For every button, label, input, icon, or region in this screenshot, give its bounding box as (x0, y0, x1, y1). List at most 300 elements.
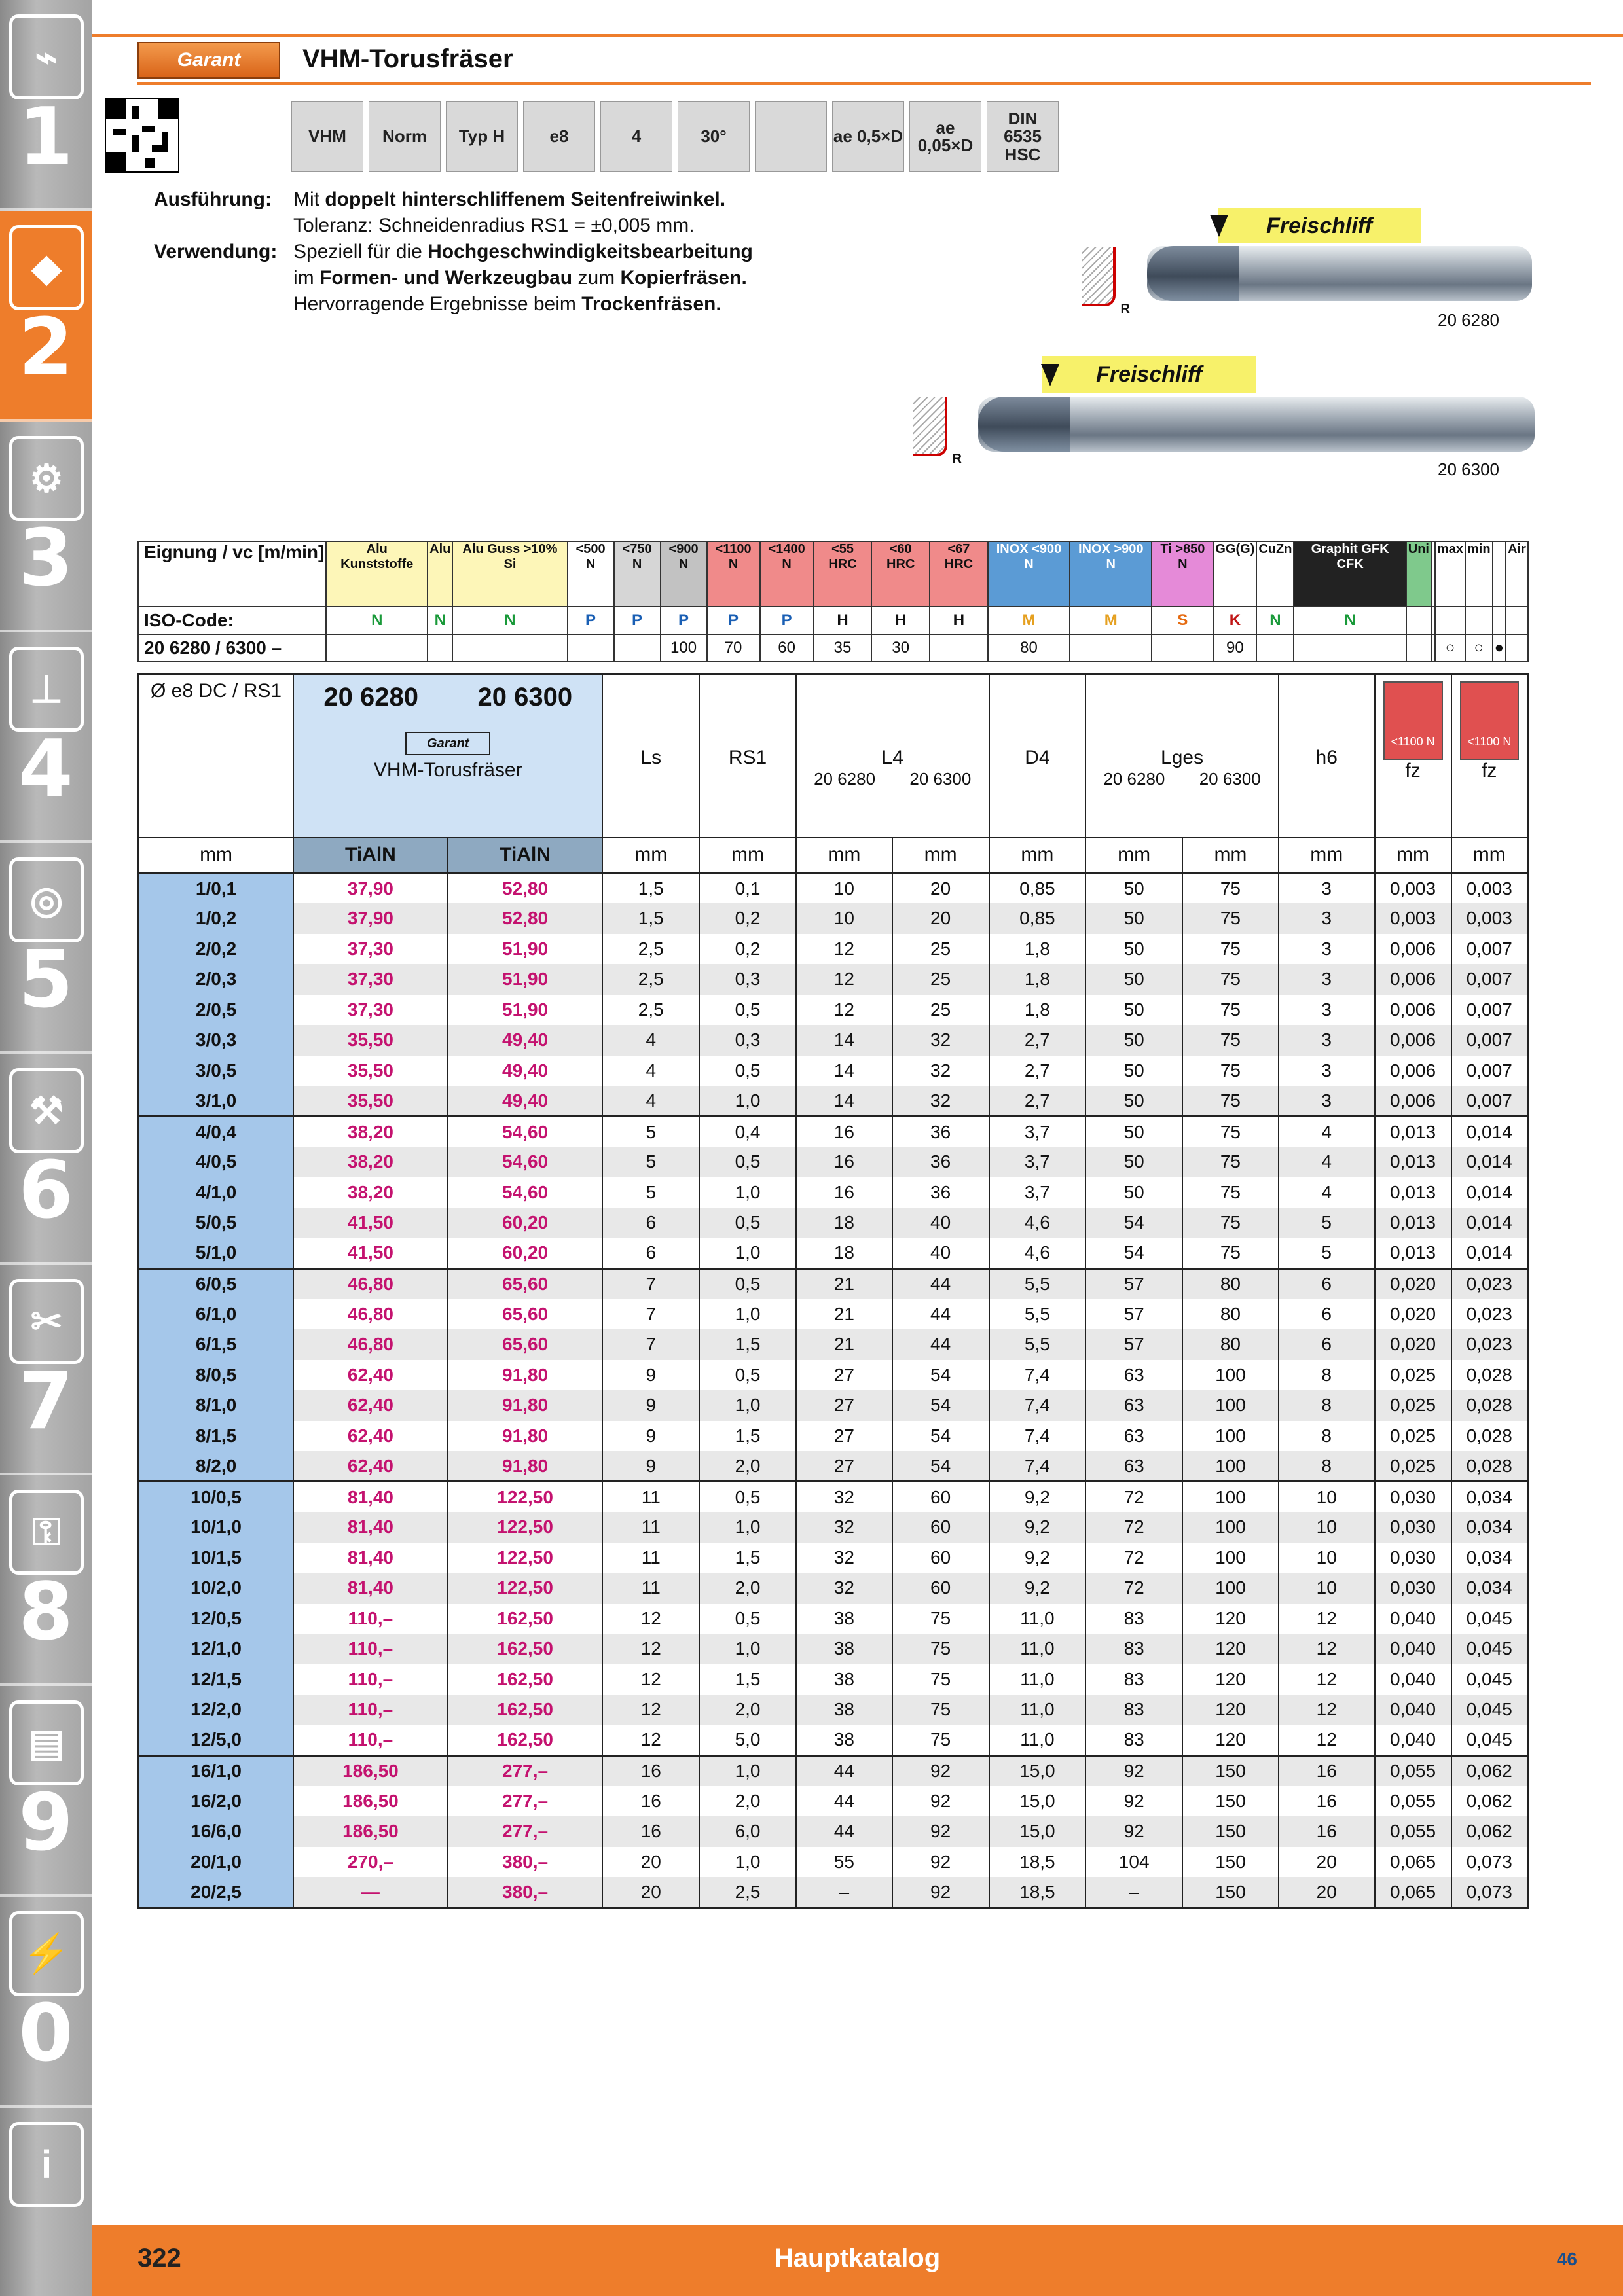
size-cell: 16/6,0 (139, 1816, 294, 1847)
price-206300[interactable]: 277,– (448, 1786, 603, 1817)
value-cell: 1,0 (699, 1755, 796, 1786)
price-206300[interactable]: 91,80 (448, 1360, 603, 1391)
chapter-number: 1 (18, 92, 73, 183)
value-cell: 83 (1085, 1664, 1182, 1695)
chapter-tab-8[interactable] (0, 1475, 92, 1686)
value-cell: 63 (1085, 1360, 1182, 1391)
chapter-number: 9 (18, 1778, 73, 1869)
value-cell: 0,013 (1375, 1238, 1451, 1269)
size-cell: 3/0,5 (139, 1056, 294, 1086)
price-206300[interactable]: 65,60 (448, 1299, 603, 1330)
value-cell: 57 (1085, 1268, 1182, 1299)
cutting-speed (1152, 634, 1213, 662)
iso-code: H (871, 607, 930, 634)
price-206300[interactable]: 122,50 (448, 1482, 603, 1513)
value-cell: 0,006 (1375, 1056, 1451, 1086)
value-cell: 4 (602, 1056, 699, 1086)
value-cell: 27 (796, 1421, 892, 1452)
value-cell: 11 (602, 1573, 699, 1604)
plunge-icon (755, 101, 827, 172)
value-cell: 0,030 (1375, 1573, 1451, 1604)
iso-code (1493, 607, 1506, 634)
value-cell: 4 (1279, 1117, 1375, 1147)
table-row (139, 1056, 1528, 1086)
value-cell: 0,2 (699, 934, 796, 965)
chapter-info-icon: i (9, 2122, 84, 2207)
value-cell: 50 (1085, 873, 1182, 904)
value-cell: 0,013 (1375, 1177, 1451, 1208)
price-206280[interactable]: 37,90 (293, 873, 448, 904)
chapter-8-icon: ⚿ (9, 1490, 84, 1575)
chapter-tab-0[interactable] (0, 1897, 92, 2108)
size-cell: 5/1,0 (139, 1238, 294, 1269)
value-cell: 44 (892, 1299, 989, 1330)
value-cell: 12 (602, 1634, 699, 1664)
iso-code: N (326, 607, 428, 634)
material-row-label: Eignung / vc [m/min] (138, 541, 326, 607)
unit-cell: mm (602, 838, 699, 873)
value-cell: 12 (1279, 1664, 1375, 1695)
value-cell: 0,025 (1375, 1360, 1451, 1391)
value-cell: 18 (796, 1208, 892, 1238)
value-cell: 1,5 (699, 1543, 796, 1573)
value-cell: 5 (602, 1147, 699, 1177)
size-cell: 12/2,0 (139, 1695, 294, 1725)
value-cell: 100 (1182, 1512, 1279, 1543)
price-206300[interactable]: 162,50 (448, 1604, 603, 1634)
table-row (139, 1025, 1528, 1056)
value-cell: 9,2 (989, 1573, 1086, 1604)
unit-cell: mm (796, 838, 892, 873)
material-column: Alu (428, 541, 452, 607)
chapter-sidebar (0, 0, 92, 2296)
size-cell: 3/1,0 (139, 1086, 294, 1117)
value-cell: 3 (1279, 873, 1375, 904)
price-206280[interactable]: 62,40 (293, 1390, 448, 1421)
price-206280[interactable]: 35,50 (293, 1086, 448, 1117)
cutting-speed: 100 (661, 634, 707, 662)
price-206300[interactable]: 122,50 (448, 1543, 603, 1573)
price-206280[interactable]: 186,50 (293, 1755, 448, 1786)
radius-symbol-icon: R (1082, 247, 1116, 306)
material-column: <67 HRC (930, 541, 988, 607)
material-column: <1100 N (707, 541, 760, 607)
value-cell: 16 (796, 1117, 892, 1147)
price-206280[interactable]: 110,– (293, 1604, 448, 1634)
price-206300[interactable]: 122,50 (448, 1512, 603, 1543)
value-cell: 36 (892, 1177, 989, 1208)
price-206300[interactable]: 49,40 (448, 1025, 603, 1056)
value-cell: 9,2 (989, 1482, 1086, 1513)
price-206300[interactable]: 51,90 (448, 995, 603, 1026)
price-206280[interactable]: 186,50 (293, 1786, 448, 1817)
value-cell: 40 (892, 1238, 989, 1269)
material-column: max (1435, 541, 1465, 607)
qr-code-icon[interactable] (105, 98, 179, 173)
price-206280[interactable]: 81,40 (293, 1482, 448, 1513)
value-cell: 6 (602, 1208, 699, 1238)
value-cell: 0,5 (699, 1360, 796, 1391)
material-column: INOX <900 N (988, 541, 1070, 607)
value-cell: 2,0 (699, 1695, 796, 1725)
value-cell: 32 (796, 1512, 892, 1543)
value-cell: 0,028 (1451, 1360, 1528, 1391)
value-cell: 1,5 (602, 873, 699, 904)
size-cell: 4/1,0 (139, 1177, 294, 1208)
value-cell: 0,062 (1451, 1755, 1528, 1786)
value-cell: 72 (1085, 1543, 1182, 1573)
value-cell: 8 (1279, 1390, 1375, 1421)
size-cell: 12/0,5 (139, 1604, 294, 1634)
value-cell: 3 (1279, 964, 1375, 995)
value-cell: 54 (892, 1451, 989, 1482)
table-row (139, 1695, 1528, 1725)
freischliff-label-1: Freischliff (1218, 208, 1421, 243)
material-suitability-table (137, 541, 1529, 662)
value-cell: 83 (1085, 1634, 1182, 1664)
price-206280[interactable]: 38,20 (293, 1147, 448, 1177)
value-cell: 32 (892, 1025, 989, 1056)
din-icon: DIN 6535 HSC (987, 101, 1059, 172)
value-cell: 1,0 (699, 1238, 796, 1269)
size-cell: 4/0,4 (139, 1117, 294, 1147)
value-cell: 0,013 (1375, 1117, 1451, 1147)
price-206300[interactable]: 65,60 (448, 1329, 603, 1360)
iso-code (1465, 607, 1493, 634)
price-206280[interactable]: 46,80 (293, 1299, 448, 1330)
value-cell: 0,003 (1375, 873, 1451, 904)
price-206300[interactable]: 91,80 (448, 1451, 603, 1482)
price-206300[interactable]: 51,90 (448, 934, 603, 965)
iso-code: H (930, 607, 988, 634)
price-206280[interactable]: 270,– (293, 1847, 448, 1878)
iso-code (1435, 607, 1465, 634)
price-206300[interactable]: 54,60 (448, 1117, 603, 1147)
value-cell: 18 (796, 1238, 892, 1269)
chapter-number: 0 (18, 1988, 73, 2079)
price-206280[interactable]: 37,30 (293, 995, 448, 1026)
price-206300[interactable]: 54,60 (448, 1147, 603, 1177)
value-cell: 0,013 (1375, 1147, 1451, 1177)
price-206280[interactable]: 37,90 (293, 903, 448, 934)
price-206300[interactable]: 52,80 (448, 873, 603, 904)
iso-code: N (1294, 607, 1406, 634)
value-cell: 20 (1279, 1847, 1375, 1878)
value-cell: 0,006 (1375, 964, 1451, 995)
value-cell: 54 (892, 1390, 989, 1421)
value-cell: 3 (1279, 995, 1375, 1026)
article-number-2: 20 6300 (1438, 459, 1499, 479)
chapter-tab-4[interactable] (0, 632, 92, 843)
value-cell: 0,055 (1375, 1816, 1451, 1847)
value-cell: 0,013 (1375, 1208, 1451, 1238)
price-206280[interactable]: 35,50 (293, 1056, 448, 1086)
price-206280[interactable]: 110,– (293, 1634, 448, 1664)
price-206280[interactable]: 46,80 (293, 1329, 448, 1360)
price-206300[interactable]: 162,50 (448, 1664, 603, 1695)
unit-cell: TiAlN (448, 838, 603, 873)
verwendung-label: Verwendung: (154, 241, 278, 262)
value-cell: 60 (892, 1543, 989, 1573)
value-cell: 0,020 (1375, 1299, 1451, 1330)
material-column: Ti >850 N (1152, 541, 1213, 607)
price-206300[interactable]: 162,50 (448, 1725, 603, 1756)
size-cell: 1/0,1 (139, 873, 294, 904)
size-cell: 2/0,5 (139, 995, 294, 1026)
price-206300[interactable]: 60,20 (448, 1208, 603, 1238)
value-cell: 0,003 (1451, 903, 1528, 934)
value-cell: 75 (1182, 1147, 1279, 1177)
price-206280[interactable]: 81,40 (293, 1573, 448, 1604)
price-206300[interactable]: 380,– (448, 1877, 603, 1908)
value-cell: 54 (892, 1360, 989, 1391)
value-cell: 20 (892, 873, 989, 904)
chapter-tab-info[interactable] (0, 2108, 92, 2296)
price-206300[interactable]: 277,– (448, 1755, 603, 1786)
unit-cell: mm (139, 838, 294, 873)
value-cell: 6 (1279, 1268, 1375, 1299)
chapter-tab-5[interactable] (0, 843, 92, 1054)
price-206300[interactable]: 60,20 (448, 1238, 603, 1269)
chapter-number: 8 (18, 1567, 73, 1658)
chapter-tab-6[interactable] (0, 1054, 92, 1265)
value-cell: 16 (796, 1147, 892, 1177)
value-cell: 5,5 (989, 1268, 1086, 1299)
material-column: Alu Kunststoffe (326, 541, 428, 607)
price-206280[interactable]: 110,– (293, 1725, 448, 1756)
value-cell: 75 (892, 1604, 989, 1634)
table-row (139, 1238, 1528, 1269)
value-cell: 75 (1182, 1238, 1279, 1269)
size-cell: 5/0,5 (139, 1208, 294, 1238)
value-cell: 21 (796, 1299, 892, 1330)
price-206280[interactable]: 35,50 (293, 1025, 448, 1056)
table-row (139, 1451, 1528, 1482)
value-cell: 9 (602, 1390, 699, 1421)
value-cell: 0,073 (1451, 1877, 1528, 1908)
chapter-tab-3[interactable] (0, 422, 92, 632)
cutting-speed: ○ (1435, 634, 1465, 662)
price-206300[interactable]: 162,50 (448, 1634, 603, 1664)
value-cell: 4 (602, 1025, 699, 1056)
table-row (139, 964, 1528, 995)
price-206280[interactable]: 38,20 (293, 1117, 448, 1147)
value-cell: 11,0 (989, 1664, 1086, 1695)
price-206280[interactable]: 46,80 (293, 1268, 448, 1299)
helix-icon: 30° (678, 101, 750, 172)
value-cell: 20 (602, 1877, 699, 1908)
price-206280[interactable]: 62,40 (293, 1451, 448, 1482)
value-cell: 0,5 (699, 1208, 796, 1238)
size-cell: 12/1,5 (139, 1664, 294, 1695)
value-cell: 27 (796, 1390, 892, 1421)
value-cell: 50 (1085, 1056, 1182, 1086)
price-206280[interactable]: 37,30 (293, 964, 448, 995)
value-cell: 83 (1085, 1604, 1182, 1634)
value-cell: 11 (602, 1543, 699, 1573)
value-cell: 0,034 (1451, 1512, 1528, 1543)
value-cell: 3 (1279, 903, 1375, 934)
size-cell: 10/1,0 (139, 1512, 294, 1543)
value-cell: 0,85 (989, 903, 1086, 934)
value-cell: 15,0 (989, 1816, 1086, 1847)
price-206300[interactable]: 122,50 (448, 1573, 603, 1604)
value-cell: 1,5 (602, 903, 699, 934)
value-cell: 75 (1182, 1208, 1279, 1238)
article-number-1: 20 6280 (1438, 310, 1499, 330)
value-cell: 1,0 (699, 1299, 796, 1330)
chapter-tab-9[interactable] (0, 1686, 92, 1897)
value-cell: – (796, 1877, 892, 1908)
chapter-tab-7[interactable] (0, 1265, 92, 1475)
price-206280[interactable]: 62,40 (293, 1360, 448, 1391)
table-row (139, 873, 1528, 904)
table-row (139, 1299, 1528, 1330)
price-206300[interactable]: 49,40 (448, 1056, 603, 1086)
value-cell: 100 (1182, 1573, 1279, 1604)
value-cell: 11 (602, 1512, 699, 1543)
value-cell: 7,4 (989, 1451, 1086, 1482)
value-cell: 75 (892, 1695, 989, 1725)
value-cell: 150 (1182, 1755, 1279, 1786)
price-206280[interactable]: 81,40 (293, 1512, 448, 1543)
col-l4: L4 20 6280 20 6300 (796, 674, 989, 838)
value-cell: 0,007 (1451, 934, 1528, 965)
price-206300[interactable]: 91,80 (448, 1421, 603, 1452)
value-cell: 0,3 (699, 964, 796, 995)
value-cell: 21 (796, 1329, 892, 1360)
table-row (139, 1329, 1528, 1360)
table-row (139, 1725, 1528, 1756)
cutting-speed: ● (1493, 634, 1506, 662)
price-206300[interactable]: 52,80 (448, 903, 603, 934)
table-row (139, 1147, 1528, 1177)
value-cell: 27 (796, 1451, 892, 1482)
value-cell: 80 (1182, 1268, 1279, 1299)
value-cell: 32 (796, 1573, 892, 1604)
unit-cell: mm (989, 838, 1086, 873)
material-row-label: ISO-Code: (138, 607, 326, 634)
value-cell: 12 (796, 995, 892, 1026)
value-cell: 75 (1182, 1117, 1279, 1147)
value-cell: 12 (1279, 1634, 1375, 1664)
price-206280[interactable]: 186,50 (293, 1816, 448, 1847)
value-cell: 63 (1085, 1421, 1182, 1452)
material-column (1493, 541, 1506, 607)
value-cell: 80 (1182, 1299, 1279, 1330)
value-cell: 60 (892, 1573, 989, 1604)
value-cell: 0,055 (1375, 1755, 1451, 1786)
value-cell: 92 (892, 1816, 989, 1847)
value-cell: 3,7 (989, 1117, 1086, 1147)
value-cell: 12 (796, 934, 892, 965)
unit-cell: mm (1375, 838, 1451, 873)
value-cell: 12 (796, 964, 892, 995)
value-cell: 3,7 (989, 1147, 1086, 1177)
value-cell: 0,5 (699, 1604, 796, 1634)
value-cell: 15,0 (989, 1755, 1086, 1786)
col-fz1: <1100 N fz (1375, 674, 1451, 838)
price-206300[interactable]: 380,– (448, 1847, 603, 1878)
value-cell: 10 (796, 873, 892, 904)
price-206280[interactable]: — (293, 1877, 448, 1908)
iso-code: H (814, 607, 872, 634)
table-row (139, 1268, 1528, 1299)
value-cell: 100 (1182, 1451, 1279, 1482)
value-cell: 9 (602, 1451, 699, 1482)
price-206300[interactable]: 277,– (448, 1816, 603, 1847)
table-row (139, 1786, 1528, 1817)
price-206280[interactable]: 62,40 (293, 1421, 448, 1452)
size-cell: 10/2,0 (139, 1573, 294, 1604)
value-cell: 6 (1279, 1299, 1375, 1330)
value-cell: 75 (1182, 934, 1279, 965)
value-cell: 50 (1085, 903, 1182, 934)
chapter-tab-1[interactable] (0, 0, 92, 211)
price-206300[interactable]: 65,60 (448, 1268, 603, 1299)
chapter-number: 5 (18, 935, 73, 1026)
value-cell: 0,006 (1375, 934, 1451, 965)
value-cell: 16 (602, 1816, 699, 1847)
value-cell: 92 (1085, 1786, 1182, 1817)
value-cell: 5 (602, 1177, 699, 1208)
size-cell: 4/0,5 (139, 1147, 294, 1177)
chapter-tab-2[interactable] (0, 211, 92, 422)
garant-logo-small: Garant (405, 732, 490, 755)
vhm-icon: VHM (291, 101, 363, 172)
footer-ref: 46 (1556, 2249, 1577, 2269)
price-206280[interactable]: 110,– (293, 1695, 448, 1725)
iso-code: M (1070, 607, 1152, 634)
value-cell: 44 (892, 1268, 989, 1299)
price-206300[interactable]: 49,40 (448, 1086, 603, 1117)
price-206280[interactable]: 37,30 (293, 934, 448, 965)
value-cell: 38 (796, 1634, 892, 1664)
price-206300[interactable]: 51,90 (448, 964, 603, 995)
material-column: min (1465, 541, 1493, 607)
price-206280[interactable]: 81,40 (293, 1543, 448, 1573)
radius-symbol-icon: R (913, 397, 947, 456)
price-206280[interactable]: 41,50 (293, 1208, 448, 1238)
value-cell: 1,8 (989, 995, 1086, 1026)
table-row (139, 1086, 1528, 1117)
price-206300[interactable]: 162,50 (448, 1695, 603, 1725)
chapter-6-icon: ⚒ (9, 1068, 84, 1153)
price-206300[interactable]: 91,80 (448, 1390, 603, 1421)
material-column: Graphit GFK CFK (1294, 541, 1406, 607)
value-cell: 75 (892, 1634, 989, 1664)
article-206300-header: 20 6300 (477, 683, 573, 711)
price-206280[interactable]: 41,50 (293, 1238, 448, 1269)
price-206280[interactable]: 38,20 (293, 1177, 448, 1208)
value-cell: 38 (796, 1695, 892, 1725)
value-cell: 0,045 (1451, 1634, 1528, 1664)
price-206280[interactable]: 110,– (293, 1664, 448, 1695)
table-row (139, 1634, 1528, 1664)
price-206300[interactable]: 54,60 (448, 1177, 603, 1208)
value-cell: 92 (892, 1847, 989, 1878)
typ-icon: Typ H (446, 101, 518, 172)
norm-icon: Norm (369, 101, 441, 172)
value-cell: 0,006 (1375, 1025, 1451, 1056)
value-cell: 0,034 (1451, 1573, 1528, 1604)
value-cell: 5 (1279, 1238, 1375, 1269)
cutter-icon (603, 675, 699, 747)
value-cell: 14 (796, 1056, 892, 1086)
value-cell: 83 (1085, 1695, 1182, 1725)
value-cell: 0,023 (1451, 1299, 1528, 1330)
value-cell: 0,007 (1451, 1056, 1528, 1086)
